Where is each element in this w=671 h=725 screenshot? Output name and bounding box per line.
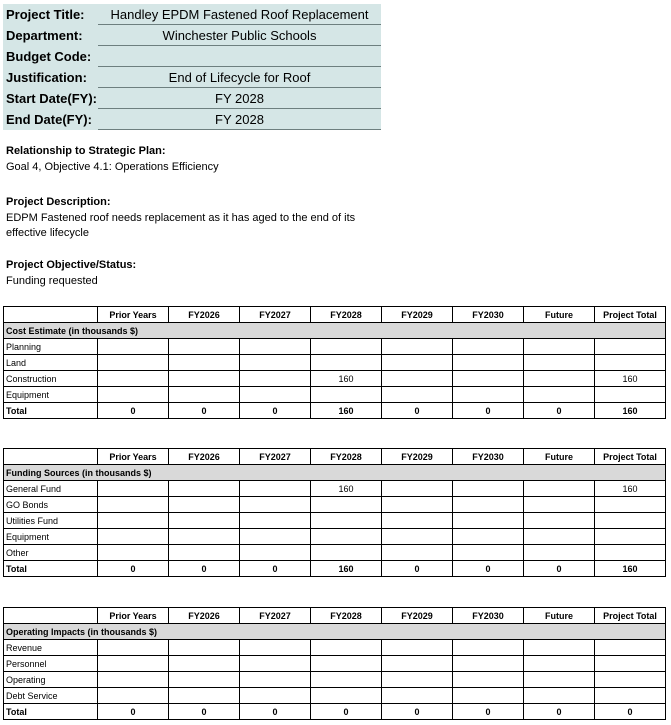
total-cell: 0 xyxy=(169,403,240,419)
header-blank-cell xyxy=(4,307,98,323)
table-cell xyxy=(169,355,240,371)
table-cell xyxy=(453,656,524,672)
table-cell xyxy=(382,672,453,688)
column-header: FY2027 xyxy=(240,449,311,465)
row-label: Utilities Fund xyxy=(4,513,98,529)
column-header: FY2029 xyxy=(382,608,453,624)
table-row xyxy=(4,387,666,403)
table-cell xyxy=(524,513,595,529)
table-cell xyxy=(382,545,453,561)
table-cell xyxy=(453,387,524,403)
table-cell xyxy=(595,355,666,371)
table-cell xyxy=(382,355,453,371)
column-header-row xyxy=(4,608,666,624)
info-row-department xyxy=(3,25,381,46)
table-cell xyxy=(169,339,240,355)
total-cell: 160 xyxy=(311,403,382,419)
section-title: Funding Sources (in thousands $) xyxy=(4,465,666,481)
table-cell xyxy=(382,371,453,387)
table-cell xyxy=(169,656,240,672)
info-row-end xyxy=(3,109,381,130)
table-cell xyxy=(382,339,453,355)
column-header: FY2027 xyxy=(240,307,311,323)
table-cell xyxy=(169,640,240,656)
project-description-line-1: EDPM Fastened roof needs replacement as it has aged to the end of its xyxy=(6,211,356,224)
column-header: FY2026 xyxy=(169,449,240,465)
table-cell xyxy=(98,497,169,513)
table-cell xyxy=(524,371,595,387)
table-cell xyxy=(240,656,311,672)
table-cell xyxy=(311,355,382,371)
table-cell xyxy=(595,497,666,513)
table-cell xyxy=(595,545,666,561)
total-cell: 0 xyxy=(98,561,169,577)
column-header: FY2028 xyxy=(311,449,382,465)
column-header: Project Total xyxy=(595,608,666,624)
table-cell xyxy=(524,656,595,672)
total-cell: 160 xyxy=(595,403,666,419)
table-row xyxy=(4,513,666,529)
column-header: Future xyxy=(524,608,595,624)
column-header: Future xyxy=(524,307,595,323)
table-cell xyxy=(382,529,453,545)
table-cell xyxy=(311,640,382,656)
table-cell xyxy=(311,656,382,672)
column-header: Future xyxy=(524,449,595,465)
table-cell xyxy=(98,371,169,387)
table-row xyxy=(4,481,666,497)
budget-code-value xyxy=(98,46,381,67)
project-title-label: Project Title: xyxy=(3,4,98,25)
end-date-value: FY 2028 xyxy=(98,109,381,130)
table-cell xyxy=(453,339,524,355)
table-cell xyxy=(169,371,240,387)
table-row xyxy=(4,355,666,371)
table-cell xyxy=(382,497,453,513)
row-label: Other xyxy=(4,545,98,561)
table-cell xyxy=(524,387,595,403)
table-cell xyxy=(311,339,382,355)
table-cell xyxy=(98,481,169,497)
section-row xyxy=(4,465,666,481)
budget-code-label: Budget Code: xyxy=(3,46,98,67)
total-cell: 0 xyxy=(524,561,595,577)
table-cell xyxy=(169,529,240,545)
table-cell xyxy=(453,529,524,545)
table-cell xyxy=(98,640,169,656)
section-row xyxy=(4,323,666,339)
table-cell xyxy=(524,339,595,355)
table-cell xyxy=(453,497,524,513)
table-cell xyxy=(453,371,524,387)
table-cell xyxy=(98,355,169,371)
table-row xyxy=(4,545,666,561)
column-header: FY2030 xyxy=(453,307,524,323)
table-cell xyxy=(595,640,666,656)
total-row xyxy=(4,704,666,720)
table-row xyxy=(4,656,666,672)
total-label: Total xyxy=(4,704,98,720)
total-cell: 160 xyxy=(311,561,382,577)
info-row-budget xyxy=(3,46,381,67)
table-cell xyxy=(595,339,666,355)
table-cell xyxy=(98,545,169,561)
table-cell xyxy=(524,640,595,656)
start-date-label: Start Date(FY): xyxy=(3,88,98,109)
table-cell: 160 xyxy=(311,481,382,497)
table-cell: 160 xyxy=(595,371,666,387)
project-objective-section xyxy=(6,258,136,289)
total-cell: 0 xyxy=(240,704,311,720)
table-cell xyxy=(98,529,169,545)
table-cell xyxy=(311,513,382,529)
column-header: Prior Years xyxy=(98,307,169,323)
table-cell xyxy=(524,481,595,497)
table-row xyxy=(4,371,666,387)
department-value: Winchester Public Schools xyxy=(98,25,381,46)
table-cell xyxy=(240,672,311,688)
table-cell xyxy=(169,513,240,529)
table-row xyxy=(4,497,666,513)
table-cell xyxy=(311,387,382,403)
table-cell xyxy=(524,497,595,513)
strategic-plan-section xyxy=(6,144,219,175)
table-cell xyxy=(382,688,453,704)
table-cell xyxy=(595,529,666,545)
column-header: Prior Years xyxy=(98,608,169,624)
table-cell xyxy=(382,656,453,672)
column-header: FY2026 xyxy=(169,608,240,624)
strategic-plan-heading: Relationship to Strategic Plan: xyxy=(6,145,166,157)
info-row-start xyxy=(3,88,381,109)
table-cell xyxy=(240,529,311,545)
column-header: FY2028 xyxy=(311,307,382,323)
table-cell xyxy=(524,355,595,371)
column-header: Project Total xyxy=(595,307,666,323)
table-row xyxy=(4,529,666,545)
table-cell xyxy=(311,497,382,513)
total-cell: 0 xyxy=(595,704,666,720)
row-label: GO Bonds xyxy=(4,497,98,513)
column-header-row xyxy=(4,307,666,323)
column-header: FY2030 xyxy=(453,449,524,465)
column-header: FY2029 xyxy=(382,449,453,465)
justification-value: End of Lifecycle for Roof xyxy=(98,67,381,88)
row-label: Planning xyxy=(4,339,98,355)
table-cell xyxy=(240,481,311,497)
total-cell: 0 xyxy=(240,403,311,419)
total-cell: 0 xyxy=(453,561,524,577)
total-cell: 0 xyxy=(98,403,169,419)
project-info-table xyxy=(3,4,381,130)
table-cell xyxy=(240,640,311,656)
total-cell: 0 xyxy=(169,704,240,720)
header-blank-cell xyxy=(4,449,98,465)
column-header: FY2026 xyxy=(169,307,240,323)
table-cell: 160 xyxy=(595,481,666,497)
row-label: Debt Service xyxy=(4,688,98,704)
table-cell xyxy=(311,672,382,688)
table-cell xyxy=(524,545,595,561)
column-header: FY2028 xyxy=(311,608,382,624)
total-row xyxy=(4,403,666,419)
section-title: Cost Estimate (in thousands $) xyxy=(4,323,666,339)
end-date-label: End Date(FY): xyxy=(3,109,98,130)
row-label: Construction xyxy=(4,371,98,387)
table-cell xyxy=(169,688,240,704)
total-cell: 0 xyxy=(311,704,382,720)
funding-sources-table xyxy=(3,448,666,577)
table-row xyxy=(4,640,666,656)
row-label: Operating xyxy=(4,672,98,688)
operating-impacts-table xyxy=(3,607,666,720)
total-cell: 0 xyxy=(453,403,524,419)
table-cell xyxy=(311,688,382,704)
table-cell xyxy=(240,355,311,371)
table-cell xyxy=(524,529,595,545)
table-cell xyxy=(524,672,595,688)
table-cell xyxy=(382,481,453,497)
project-title-value: Handley EPDM Fastened Roof Replacement xyxy=(98,4,381,25)
total-cell: 0 xyxy=(382,704,453,720)
table-cell xyxy=(453,355,524,371)
total-cell: 0 xyxy=(453,704,524,720)
total-label: Total xyxy=(4,561,98,577)
total-cell: 0 xyxy=(524,704,595,720)
row-label: General Fund xyxy=(4,481,98,497)
total-cell: 0 xyxy=(382,403,453,419)
table-cell xyxy=(382,513,453,529)
column-header: Project Total xyxy=(595,449,666,465)
section-title: Operating Impacts (in thousands $) xyxy=(4,624,666,640)
table-cell: 160 xyxy=(311,371,382,387)
column-header: FY2030 xyxy=(453,608,524,624)
row-label: Revenue xyxy=(4,640,98,656)
info-row-title xyxy=(3,4,381,25)
table-cell xyxy=(453,672,524,688)
row-label: Personnel xyxy=(4,656,98,672)
header-blank-cell xyxy=(4,608,98,624)
total-cell: 0 xyxy=(240,561,311,577)
table-cell xyxy=(240,513,311,529)
table-cell xyxy=(382,387,453,403)
table-cell xyxy=(240,339,311,355)
table-cell xyxy=(169,497,240,513)
table-cell xyxy=(98,513,169,529)
column-header-row xyxy=(4,449,666,465)
table-cell xyxy=(453,513,524,529)
cost-estimate-table xyxy=(3,306,666,419)
table-cell xyxy=(169,481,240,497)
table-cell xyxy=(311,545,382,561)
table-cell xyxy=(240,545,311,561)
table-cell xyxy=(595,513,666,529)
project-objective-heading: Project Objective/Status: xyxy=(6,259,137,271)
table-cell xyxy=(98,656,169,672)
table-cell xyxy=(453,688,524,704)
table-cell xyxy=(240,497,311,513)
table-cell xyxy=(524,688,595,704)
table-cell xyxy=(98,688,169,704)
info-row-justification xyxy=(3,67,381,88)
project-objective-text: Funding requested xyxy=(6,274,98,287)
section-row xyxy=(4,624,666,640)
justification-label: Justification: xyxy=(3,67,98,88)
table-cell xyxy=(98,672,169,688)
row-label: Equipment xyxy=(4,529,98,545)
project-description-heading: Project Description: xyxy=(6,196,111,208)
total-row xyxy=(4,561,666,577)
table-cell xyxy=(240,387,311,403)
table-cell xyxy=(595,688,666,704)
project-description-line-2: effective lifecycle xyxy=(6,227,89,239)
total-label: Total xyxy=(4,403,98,419)
column-header: FY2029 xyxy=(382,307,453,323)
strategic-plan-text: Goal 4, Objective 4.1: Operations Efficiency xyxy=(6,160,219,173)
start-date-value: FY 2028 xyxy=(98,88,381,109)
table-cell xyxy=(169,545,240,561)
table-row xyxy=(4,672,666,688)
table-cell xyxy=(240,371,311,387)
total-cell: 0 xyxy=(98,704,169,720)
row-label: Equipment xyxy=(4,387,98,403)
table-cell xyxy=(453,640,524,656)
table-row xyxy=(4,339,666,355)
table-cell xyxy=(169,672,240,688)
table-cell xyxy=(595,387,666,403)
table-cell xyxy=(453,545,524,561)
row-label: Land xyxy=(4,355,98,371)
table-row xyxy=(4,688,666,704)
total-cell: 0 xyxy=(382,561,453,577)
column-header: FY2027 xyxy=(240,608,311,624)
total-cell: 0 xyxy=(524,403,595,419)
total-cell: 0 xyxy=(169,561,240,577)
column-header: Prior Years xyxy=(98,449,169,465)
table-cell xyxy=(240,688,311,704)
table-cell xyxy=(453,481,524,497)
department-label: Department: xyxy=(3,25,98,46)
project-description-section xyxy=(6,195,355,242)
table-cell xyxy=(98,387,169,403)
table-cell xyxy=(382,640,453,656)
total-cell: 160 xyxy=(595,561,666,577)
table-cell xyxy=(311,529,382,545)
table-cell xyxy=(98,339,169,355)
table-cell xyxy=(595,672,666,688)
table-cell xyxy=(169,387,240,403)
table-cell xyxy=(595,656,666,672)
